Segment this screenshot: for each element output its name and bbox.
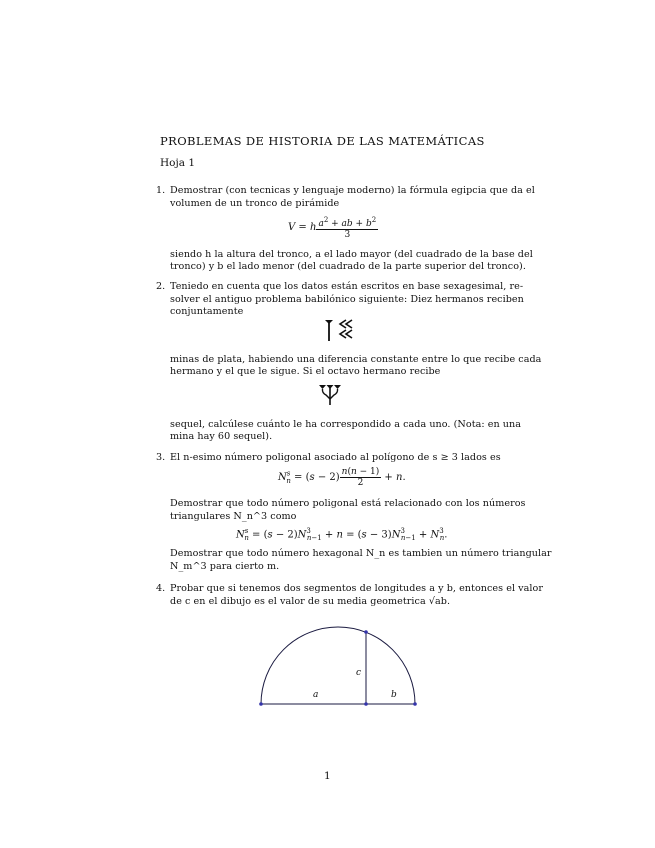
cuneiform-numeral-2-icon [318, 383, 342, 407]
problem-3-number: 3. [156, 452, 166, 463]
problem-3-formula-1: $N^s_n = (s - 2)$ $\frac{n(n - 1)}{2}$ + n. [278, 467, 406, 488]
semicircle-diagram [255, 625, 425, 715]
problem-2-line-3: conjuntamente [170, 306, 244, 317]
problem-4-line-1: Probar que si tenemos dos segmentos de longitudes a y b, entonces el valor [170, 583, 543, 594]
problem-1-line-4: tronco) y b el lado menor (del cuadrado de la parte superior del tronco). [170, 261, 526, 272]
problem-1-number: 1. [156, 185, 166, 196]
problem-2-line-1: Teniedo en cuenta que los datos están escritos en base sexagesimal, re- [170, 281, 524, 292]
problem-3-line-2: Demostrar que todo número poligonal está relacionado con los números [170, 498, 526, 509]
page-number: 1 [324, 770, 331, 782]
problem-2-number: 2. [156, 281, 166, 292]
label-b: b [391, 690, 397, 700]
label-a: a [313, 690, 319, 700]
problem-1-formula: V = h $\frac{a^2 + ab + b^2}{3}$ [288, 216, 377, 240]
problem-3-line-3: triangulares N_n^3 como [170, 511, 297, 522]
problem-3-line-1: El n-esimo número poligonal asociado al polígono de s ≥ 3 lados es [170, 452, 501, 463]
page-title: PROBLEMAS DE HISTORIA DE LAS MATEMÁTICAS [160, 134, 485, 148]
problem-1-line-3: siendo h la altura del tronco, a el lado mayor (del cuadrado de la base del [170, 249, 533, 260]
problem-2-line-4: minas de plata, habiendo una diferencia constante entre lo que recibe cada [170, 354, 542, 365]
problem-4-number: 4. [156, 583, 166, 594]
cuneiform-numeral-1-icon [322, 317, 358, 343]
label-c: c [356, 668, 362, 678]
problem-1-line-1: Demostrar (con tecnicas y lenguaje moderno) la fórmula egipcia que da el [170, 185, 535, 196]
problem-2-line-5: hermano y el que le sigue. Si el octavo hermano recibe [170, 366, 441, 377]
problem-4-line-2: de c en el dibujo es el valor de su media geometrica √ab. [170, 596, 451, 607]
problem-2-line-6: sequel, calcúlese cuánto le ha correspondido a cada uno. (Nota: en una [170, 419, 522, 430]
point-right [413, 702, 417, 706]
problem-3-formula-2: $N^s_n = (s - 2)N^3_{n-1} + n = (s - 3)N^3_{n-1} + N^3_n$. [236, 527, 448, 543]
problem-3-line-5: N_m^3 para cierto m. [170, 561, 280, 572]
problem-1-line-2: volumen de un tronco de pirámide [170, 198, 340, 209]
problem-2-line-2: solver el antiguo problema babilónico siguiente: Diez hermanos reciben [170, 294, 524, 305]
sheet-label: Hoja 1 [160, 157, 196, 169]
point-left [259, 702, 263, 706]
problem-2-line-7: mina hay 60 sequel). [170, 431, 273, 442]
point-foot [364, 702, 368, 706]
point-top [364, 630, 368, 634]
problem-3-line-4: Demostrar que todo número hexagonal N_n es tambien un número triangular [170, 548, 552, 559]
